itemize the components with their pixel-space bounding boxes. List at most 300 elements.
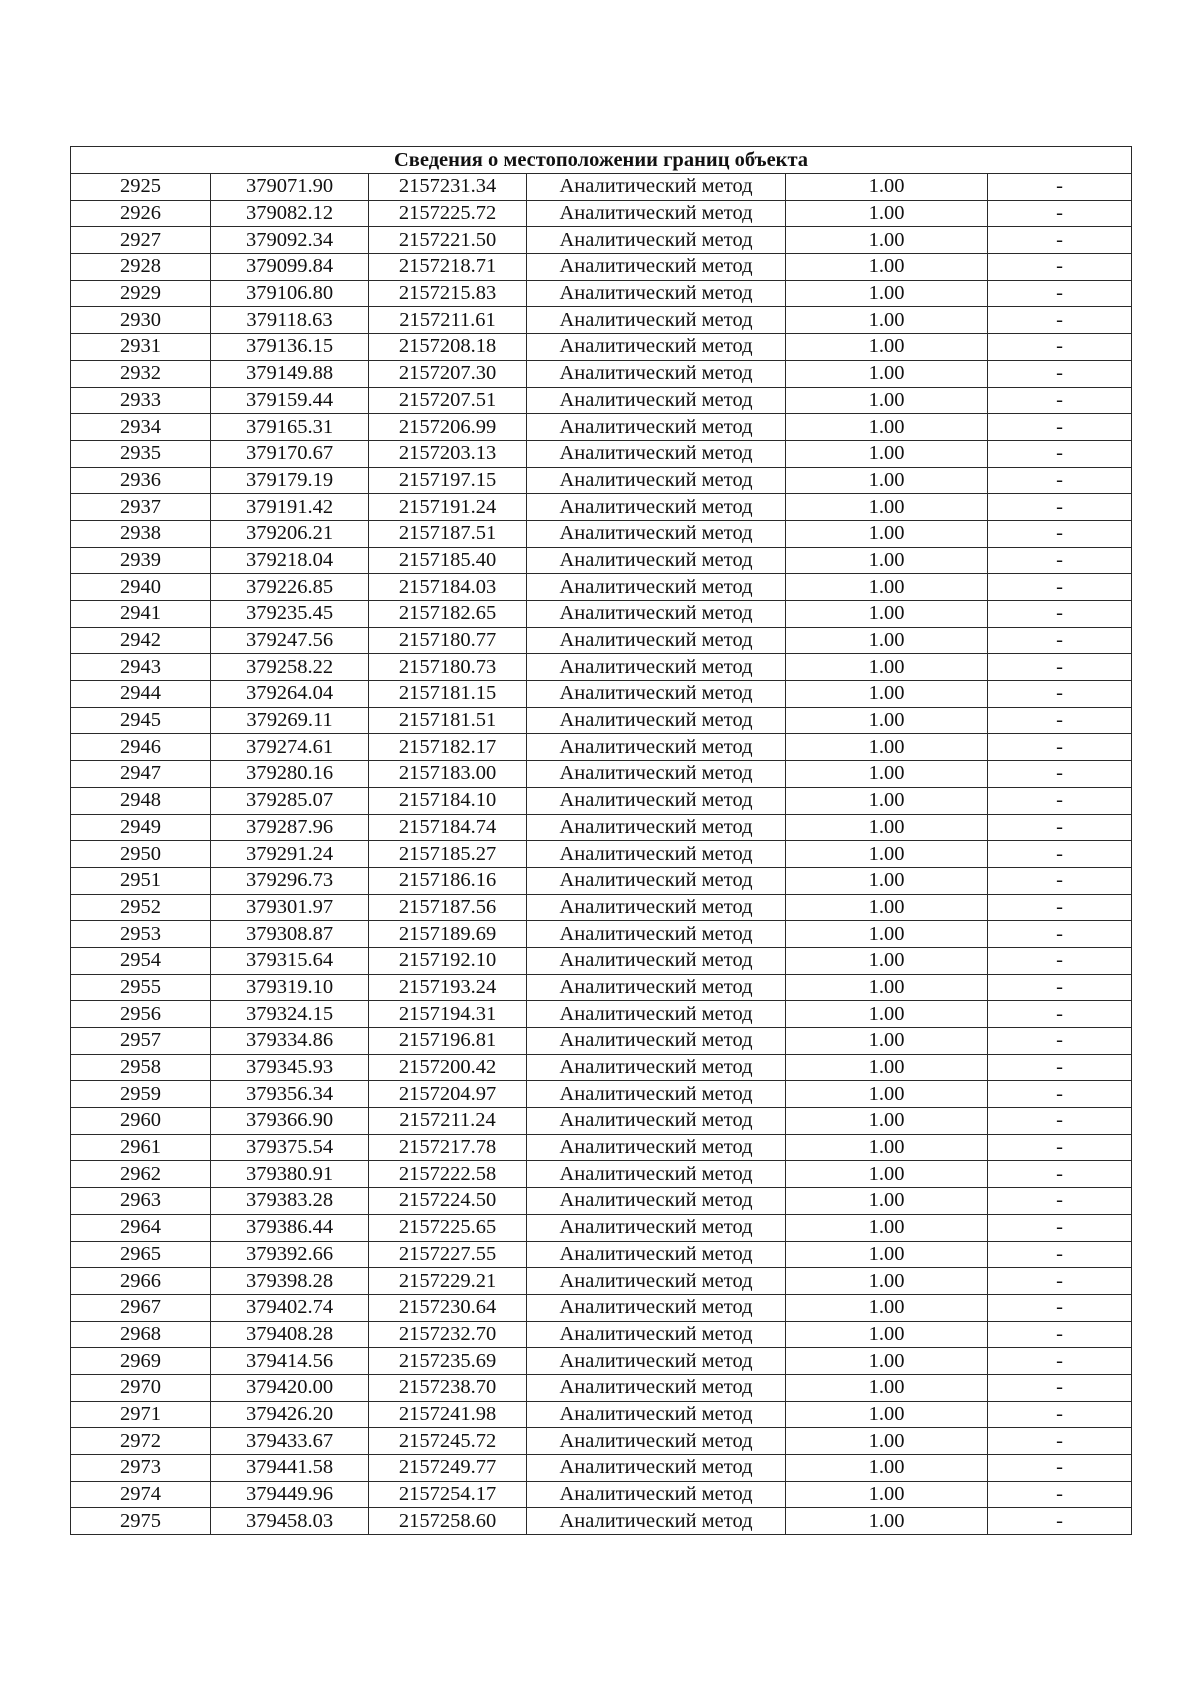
description-cell: -: [988, 227, 1132, 254]
y-coordinate-cell: 2157180.77: [369, 627, 527, 654]
accuracy-cell: 1.00: [786, 841, 988, 868]
y-coordinate-cell: 2157186.16: [369, 867, 527, 894]
point-number-cell: 2949: [71, 814, 211, 841]
point-number-cell: 2925: [71, 174, 211, 201]
y-coordinate-cell: 2157204.97: [369, 1081, 527, 1108]
method-cell: Аналитический метод: [527, 494, 786, 521]
point-number-cell: 2964: [71, 1214, 211, 1241]
x-coordinate-cell: 379170.67: [211, 440, 369, 467]
point-number-cell: 2938: [71, 520, 211, 547]
method-cell: Аналитический метод: [527, 1508, 786, 1535]
point-number-cell: 2968: [71, 1321, 211, 1348]
point-number-cell: 2937: [71, 494, 211, 521]
y-coordinate-cell: 2157227.55: [369, 1241, 527, 1268]
accuracy-cell: 1.00: [786, 1348, 988, 1375]
description-cell: -: [988, 254, 1132, 281]
y-coordinate-cell: 2157215.83: [369, 280, 527, 307]
x-coordinate-cell: 379408.28: [211, 1321, 369, 1348]
accuracy-cell: 1.00: [786, 921, 988, 948]
table-row: [71, 1294, 1132, 1321]
table-row: [71, 1108, 1132, 1135]
method-cell: Аналитический метод: [527, 947, 786, 974]
y-coordinate-cell: 2157187.56: [369, 894, 527, 921]
point-number-cell: 2952: [71, 894, 211, 921]
table-row: [71, 1268, 1132, 1295]
accuracy-cell: 1.00: [786, 1374, 988, 1401]
method-cell: Аналитический метод: [527, 1348, 786, 1375]
point-number-cell: 2965: [71, 1241, 211, 1268]
method-cell: Аналитический метод: [527, 1214, 786, 1241]
point-number-cell: 2928: [71, 254, 211, 281]
y-coordinate-cell: 2157230.64: [369, 1294, 527, 1321]
method-cell: Аналитический метод: [527, 334, 786, 361]
accuracy-cell: 1.00: [786, 227, 988, 254]
point-number-cell: 2932: [71, 360, 211, 387]
method-cell: Аналитический метод: [527, 707, 786, 734]
description-cell: -: [988, 1428, 1132, 1455]
description-cell: -: [988, 1001, 1132, 1028]
table-row: [71, 841, 1132, 868]
y-coordinate-cell: 2157208.18: [369, 334, 527, 361]
y-coordinate-cell: 2157183.00: [369, 761, 527, 788]
method-cell: Аналитический метод: [527, 1054, 786, 1081]
accuracy-cell: 1.00: [786, 627, 988, 654]
point-number-cell: 2945: [71, 707, 211, 734]
method-cell: Аналитический метод: [527, 1428, 786, 1455]
boundary-coordinates-table: [70, 146, 1132, 1535]
point-number-cell: 2958: [71, 1054, 211, 1081]
accuracy-cell: 1.00: [786, 360, 988, 387]
method-cell: Аналитический метод: [527, 360, 786, 387]
method-cell: Аналитический метод: [527, 787, 786, 814]
x-coordinate-cell: 379414.56: [211, 1348, 369, 1375]
y-coordinate-cell: 2157232.70: [369, 1321, 527, 1348]
table-row: [71, 734, 1132, 761]
point-number-cell: 2931: [71, 334, 211, 361]
method-cell: Аналитический метод: [527, 307, 786, 334]
method-cell: Аналитический метод: [527, 1188, 786, 1215]
x-coordinate-cell: 379301.97: [211, 894, 369, 921]
x-coordinate-cell: 379398.28: [211, 1268, 369, 1295]
table-row: [71, 601, 1132, 628]
y-coordinate-cell: 2157185.27: [369, 841, 527, 868]
description-cell: -: [988, 1268, 1132, 1295]
table-row: [71, 787, 1132, 814]
accuracy-cell: 1.00: [786, 174, 988, 201]
description-cell: -: [988, 654, 1132, 681]
table-row: [71, 1241, 1132, 1268]
accuracy-cell: 1.00: [786, 1134, 988, 1161]
x-coordinate-cell: 379420.00: [211, 1374, 369, 1401]
method-cell: Аналитический метод: [527, 654, 786, 681]
method-cell: Аналитический метод: [527, 200, 786, 227]
method-cell: Аналитический метод: [527, 1001, 786, 1028]
table-body: [71, 147, 1132, 1535]
point-number-cell: 2933: [71, 387, 211, 414]
description-cell: -: [988, 1188, 1132, 1215]
x-coordinate-cell: 379334.86: [211, 1028, 369, 1055]
x-coordinate-cell: 379392.66: [211, 1241, 369, 1268]
y-coordinate-cell: 2157196.81: [369, 1028, 527, 1055]
y-coordinate-cell: 2157191.24: [369, 494, 527, 521]
description-cell: -: [988, 360, 1132, 387]
accuracy-cell: 1.00: [786, 761, 988, 788]
accuracy-cell: 1.00: [786, 1294, 988, 1321]
x-coordinate-cell: 379285.07: [211, 787, 369, 814]
point-number-cell: 2966: [71, 1268, 211, 1295]
description-cell: -: [988, 547, 1132, 574]
method-cell: Аналитический метод: [527, 254, 786, 281]
point-number-cell: 2947: [71, 761, 211, 788]
description-cell: -: [988, 440, 1132, 467]
method-cell: Аналитический метод: [527, 627, 786, 654]
accuracy-cell: 1.00: [786, 707, 988, 734]
x-coordinate-cell: 379226.85: [211, 574, 369, 601]
method-cell: Аналитический метод: [527, 921, 786, 948]
y-coordinate-cell: 2157194.31: [369, 1001, 527, 1028]
point-number-cell: 2971: [71, 1401, 211, 1428]
description-cell: -: [988, 707, 1132, 734]
y-coordinate-cell: 2157203.13: [369, 440, 527, 467]
point-number-cell: 2961: [71, 1134, 211, 1161]
accuracy-cell: 1.00: [786, 734, 988, 761]
method-cell: Аналитический метод: [527, 1268, 786, 1295]
accuracy-cell: 1.00: [786, 414, 988, 441]
point-number-cell: 2946: [71, 734, 211, 761]
table-row: [71, 974, 1132, 1001]
description-cell: -: [988, 1455, 1132, 1482]
y-coordinate-cell: 2157184.03: [369, 574, 527, 601]
description-cell: -: [988, 681, 1132, 708]
method-cell: Аналитический метод: [527, 1294, 786, 1321]
table-row: [71, 761, 1132, 788]
y-coordinate-cell: 2157225.65: [369, 1214, 527, 1241]
table-row: [71, 627, 1132, 654]
point-number-cell: 2934: [71, 414, 211, 441]
point-number-cell: 2953: [71, 921, 211, 948]
accuracy-cell: 1.00: [786, 280, 988, 307]
y-coordinate-cell: 2157225.72: [369, 200, 527, 227]
accuracy-cell: 1.00: [786, 1028, 988, 1055]
point-number-cell: 2939: [71, 547, 211, 574]
x-coordinate-cell: 379380.91: [211, 1161, 369, 1188]
description-cell: -: [988, 1321, 1132, 1348]
method-cell: Аналитический метод: [527, 681, 786, 708]
description-cell: -: [988, 1054, 1132, 1081]
method-cell: Аналитический метод: [527, 894, 786, 921]
table-row: [71, 307, 1132, 334]
point-number-cell: 2948: [71, 787, 211, 814]
y-coordinate-cell: 2157206.99: [369, 414, 527, 441]
accuracy-cell: 1.00: [786, 254, 988, 281]
accuracy-cell: 1.00: [786, 1455, 988, 1482]
accuracy-cell: 1.00: [786, 681, 988, 708]
description-cell: -: [988, 1241, 1132, 1268]
description-cell: -: [988, 814, 1132, 841]
x-coordinate-cell: 379264.04: [211, 681, 369, 708]
method-cell: Аналитический метод: [527, 1481, 786, 1508]
point-number-cell: 2954: [71, 947, 211, 974]
x-coordinate-cell: 379458.03: [211, 1508, 369, 1535]
accuracy-cell: 1.00: [786, 334, 988, 361]
description-cell: -: [988, 1134, 1132, 1161]
table-row: [71, 681, 1132, 708]
accuracy-cell: 1.00: [786, 1241, 988, 1268]
point-number-cell: 2974: [71, 1481, 211, 1508]
accuracy-cell: 1.00: [786, 947, 988, 974]
table-row: [71, 1481, 1132, 1508]
method-cell: Аналитический метод: [527, 1374, 786, 1401]
method-cell: Аналитический метод: [527, 1241, 786, 1268]
table-row: [71, 1161, 1132, 1188]
x-coordinate-cell: 379433.67: [211, 1428, 369, 1455]
method-cell: Аналитический метод: [527, 761, 786, 788]
description-cell: -: [988, 761, 1132, 788]
method-cell: Аналитический метод: [527, 1161, 786, 1188]
x-coordinate-cell: 379149.88: [211, 360, 369, 387]
accuracy-cell: 1.00: [786, 1108, 988, 1135]
method-cell: Аналитический метод: [527, 601, 786, 628]
method-cell: Аналитический метод: [527, 974, 786, 1001]
x-coordinate-cell: 379118.63: [211, 307, 369, 334]
method-cell: Аналитический метод: [527, 1321, 786, 1348]
x-coordinate-cell: 379296.73: [211, 867, 369, 894]
table-row: [71, 334, 1132, 361]
y-coordinate-cell: 2157249.77: [369, 1455, 527, 1482]
accuracy-cell: 1.00: [786, 1401, 988, 1428]
x-coordinate-cell: 379269.11: [211, 707, 369, 734]
table-row: [71, 254, 1132, 281]
y-coordinate-cell: 2157238.70: [369, 1374, 527, 1401]
method-cell: Аналитический метод: [527, 1028, 786, 1055]
accuracy-cell: 1.00: [786, 974, 988, 1001]
description-cell: -: [988, 627, 1132, 654]
description-cell: -: [988, 1294, 1132, 1321]
description-cell: -: [988, 1374, 1132, 1401]
table-row: [71, 1455, 1132, 1482]
accuracy-cell: 1.00: [786, 387, 988, 414]
table-row: [71, 867, 1132, 894]
accuracy-cell: 1.00: [786, 440, 988, 467]
table-row: [71, 654, 1132, 681]
y-coordinate-cell: 2157245.72: [369, 1428, 527, 1455]
accuracy-cell: 1.00: [786, 1321, 988, 1348]
x-coordinate-cell: 379106.80: [211, 280, 369, 307]
y-coordinate-cell: 2157221.50: [369, 227, 527, 254]
point-number-cell: 2950: [71, 841, 211, 868]
point-number-cell: 2951: [71, 867, 211, 894]
y-coordinate-cell: 2157197.15: [369, 467, 527, 494]
table-row: [71, 707, 1132, 734]
x-coordinate-cell: 379402.74: [211, 1294, 369, 1321]
accuracy-cell: 1.00: [786, 520, 988, 547]
method-cell: Аналитический метод: [527, 520, 786, 547]
method-cell: Аналитический метод: [527, 841, 786, 868]
x-coordinate-cell: 379308.87: [211, 921, 369, 948]
x-coordinate-cell: 379159.44: [211, 387, 369, 414]
description-cell: -: [988, 974, 1132, 1001]
table-row: [71, 947, 1132, 974]
accuracy-cell: 1.00: [786, 814, 988, 841]
method-cell: Аналитический метод: [527, 814, 786, 841]
description-cell: -: [988, 387, 1132, 414]
x-coordinate-cell: 379375.54: [211, 1134, 369, 1161]
table-row: [71, 1508, 1132, 1535]
y-coordinate-cell: 2157241.98: [369, 1401, 527, 1428]
description-cell: -: [988, 307, 1132, 334]
x-coordinate-cell: 379235.45: [211, 601, 369, 628]
point-number-cell: 2956: [71, 1001, 211, 1028]
table-row: [71, 1054, 1132, 1081]
y-coordinate-cell: 2157218.71: [369, 254, 527, 281]
accuracy-cell: 1.00: [786, 654, 988, 681]
description-cell: -: [988, 867, 1132, 894]
accuracy-cell: 1.00: [786, 1268, 988, 1295]
y-coordinate-cell: 2157211.24: [369, 1108, 527, 1135]
x-coordinate-cell: 379324.15: [211, 1001, 369, 1028]
method-cell: Аналитический метод: [527, 1134, 786, 1161]
accuracy-cell: 1.00: [786, 1481, 988, 1508]
table-row: [71, 1374, 1132, 1401]
y-coordinate-cell: 2157258.60: [369, 1508, 527, 1535]
point-number-cell: 2943: [71, 654, 211, 681]
accuracy-cell: 1.00: [786, 1081, 988, 1108]
y-coordinate-cell: 2157222.58: [369, 1161, 527, 1188]
table-row: [71, 1081, 1132, 1108]
description-cell: -: [988, 574, 1132, 601]
description-cell: -: [988, 467, 1132, 494]
x-coordinate-cell: 379258.22: [211, 654, 369, 681]
x-coordinate-cell: 379218.04: [211, 547, 369, 574]
accuracy-cell: 1.00: [786, 547, 988, 574]
point-number-cell: 2962: [71, 1161, 211, 1188]
y-coordinate-cell: 2157192.10: [369, 947, 527, 974]
method-cell: Аналитический метод: [527, 467, 786, 494]
point-number-cell: 2942: [71, 627, 211, 654]
x-coordinate-cell: 379383.28: [211, 1188, 369, 1215]
method-cell: Аналитический метод: [527, 414, 786, 441]
y-coordinate-cell: 2157189.69: [369, 921, 527, 948]
description-cell: -: [988, 520, 1132, 547]
point-number-cell: 2926: [71, 200, 211, 227]
x-coordinate-cell: 379165.31: [211, 414, 369, 441]
description-cell: -: [988, 200, 1132, 227]
point-number-cell: 2963: [71, 1188, 211, 1215]
description-cell: -: [988, 1161, 1132, 1188]
x-coordinate-cell: 379287.96: [211, 814, 369, 841]
point-number-cell: 2955: [71, 974, 211, 1001]
table-row: [71, 1401, 1132, 1428]
x-coordinate-cell: 379191.42: [211, 494, 369, 521]
table-title: Сведения о местоположении границ объекта: [71, 147, 1132, 174]
accuracy-cell: 1.00: [786, 867, 988, 894]
x-coordinate-cell: 379356.34: [211, 1081, 369, 1108]
point-number-cell: 2936: [71, 467, 211, 494]
point-number-cell: 2970: [71, 1374, 211, 1401]
method-cell: Аналитический метод: [527, 440, 786, 467]
description-cell: -: [988, 601, 1132, 628]
table-row: [71, 894, 1132, 921]
x-coordinate-cell: 379449.96: [211, 1481, 369, 1508]
point-number-cell: 2929: [71, 280, 211, 307]
table-row: [71, 1321, 1132, 1348]
method-cell: Аналитический метод: [527, 547, 786, 574]
method-cell: Аналитический метод: [527, 1081, 786, 1108]
table-row: [71, 1348, 1132, 1375]
description-cell: -: [988, 174, 1132, 201]
x-coordinate-cell: 379291.24: [211, 841, 369, 868]
accuracy-cell: 1.00: [786, 894, 988, 921]
accuracy-cell: 1.00: [786, 1054, 988, 1081]
table-row: [71, 1188, 1132, 1215]
description-cell: -: [988, 921, 1132, 948]
table-row: [71, 1428, 1132, 1455]
table-row: [71, 440, 1132, 467]
method-cell: Аналитический метод: [527, 280, 786, 307]
table-row: [71, 1001, 1132, 1028]
accuracy-cell: 1.00: [786, 1508, 988, 1535]
point-number-cell: 2959: [71, 1081, 211, 1108]
y-coordinate-cell: 2157224.50: [369, 1188, 527, 1215]
y-coordinate-cell: 2157184.74: [369, 814, 527, 841]
table-row: [71, 1214, 1132, 1241]
point-number-cell: 2944: [71, 681, 211, 708]
point-number-cell: 2972: [71, 1428, 211, 1455]
accuracy-cell: 1.00: [786, 1214, 988, 1241]
point-number-cell: 2969: [71, 1348, 211, 1375]
y-coordinate-cell: 2157182.65: [369, 601, 527, 628]
accuracy-cell: 1.00: [786, 1428, 988, 1455]
table-row: [71, 574, 1132, 601]
accuracy-cell: 1.00: [786, 574, 988, 601]
y-coordinate-cell: 2157181.15: [369, 681, 527, 708]
y-coordinate-cell: 2157180.73: [369, 654, 527, 681]
accuracy-cell: 1.00: [786, 1188, 988, 1215]
x-coordinate-cell: 379345.93: [211, 1054, 369, 1081]
x-coordinate-cell: 379092.34: [211, 227, 369, 254]
point-number-cell: 2940: [71, 574, 211, 601]
x-coordinate-cell: 379247.56: [211, 627, 369, 654]
table-row: [71, 520, 1132, 547]
point-number-cell: 2957: [71, 1028, 211, 1055]
y-coordinate-cell: 2157184.10: [369, 787, 527, 814]
description-cell: -: [988, 1028, 1132, 1055]
y-coordinate-cell: 2157200.42: [369, 1054, 527, 1081]
description-cell: -: [988, 334, 1132, 361]
description-cell: -: [988, 787, 1132, 814]
table-row: [71, 414, 1132, 441]
accuracy-cell: 1.00: [786, 200, 988, 227]
x-coordinate-cell: 379099.84: [211, 254, 369, 281]
y-coordinate-cell: 2157229.21: [369, 1268, 527, 1295]
x-coordinate-cell: 379386.44: [211, 1214, 369, 1241]
y-coordinate-cell: 2157187.51: [369, 520, 527, 547]
accuracy-cell: 1.00: [786, 601, 988, 628]
description-cell: -: [988, 1108, 1132, 1135]
point-number-cell: 2935: [71, 440, 211, 467]
accuracy-cell: 1.00: [786, 494, 988, 521]
point-number-cell: 2973: [71, 1455, 211, 1482]
description-cell: -: [988, 1081, 1132, 1108]
description-cell: -: [988, 894, 1132, 921]
description-cell: -: [988, 1214, 1132, 1241]
method-cell: Аналитический метод: [527, 174, 786, 201]
y-coordinate-cell: 2157181.51: [369, 707, 527, 734]
description-cell: -: [988, 947, 1132, 974]
table-row: [71, 174, 1132, 201]
y-coordinate-cell: 2157217.78: [369, 1134, 527, 1161]
x-coordinate-cell: 379315.64: [211, 947, 369, 974]
